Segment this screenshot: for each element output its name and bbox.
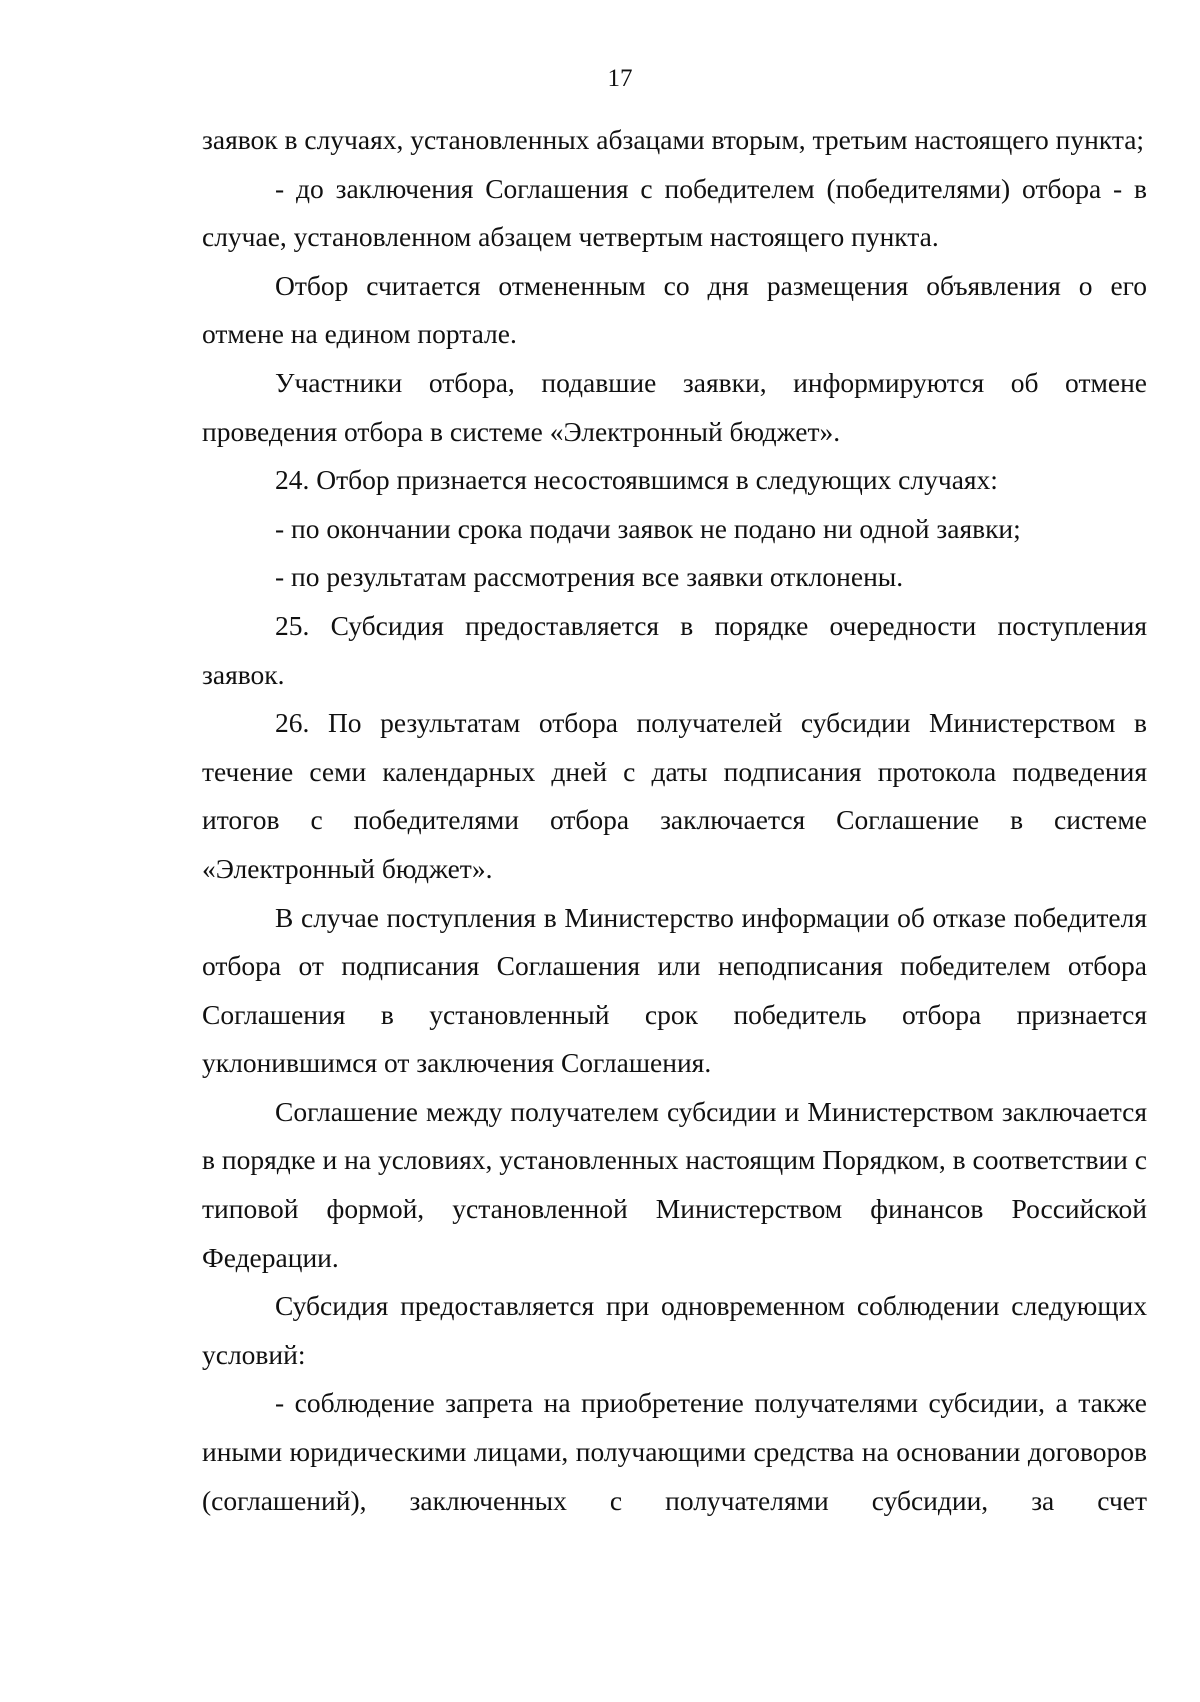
paragraph: Отбор считается отмененным со дня размещения объявления о его отмене на едином портале.	[202, 269, 1147, 350]
paragraph: 24. Отбор признается несостоявшимся в следующих случаях:	[275, 464, 998, 496]
document-body	[202, 116, 1147, 1525]
paragraph: 25. Субсидия предоставляется в порядке очередности поступления заявок.	[202, 609, 1147, 690]
paragraph: - по результатам рассмотрения все заявки отклонены.	[275, 561, 904, 593]
paragraph: 26. По результатам отбора получателей субсидии Министерством в течение семи календарных дней с даты подписания протокола подведения итогов с победителями отбора заключается Соглашение в системе «Электронный бюджет».	[202, 707, 1147, 884]
paragraph: В случае поступления в Министерство информации об отказе победителя отбора от подписания Соглашения или неподписания победителем отбора Соглашения в установленный срок победитель отбора признается уклонившимся от заключения Соглашения.	[202, 901, 1147, 1079]
paragraph: Субсидия предоставляется при одновременном соблюдении следующих условий:	[202, 1290, 1147, 1370]
paragraph: - соблюдение запрета на приобретение получателями субсидии, а также иными юридическими лицами, получающими средства на основании договоров (соглашений), заключенных с получателями субсидии, за счет	[202, 1387, 1147, 1516]
paragraph: заявок в случаях, установленных абзацами вторым, третьим настоящего пункта;	[202, 124, 1145, 155]
page-number: 17	[607, 65, 633, 92]
paragraph: - до заключения Соглашения с победителем (победителями) отбора - в случае, установленном абзацем четвертым настоящего пункта.	[202, 172, 1147, 253]
paragraph: - по окончании срока подачи заявок не подано ни одной заявки;	[275, 512, 1021, 544]
paragraph: Соглашение между получателем субсидии и Министерством заключается в порядке и на условиях, установленных настоящим Порядком, в соответствии с типовой формой, установленной Министерством финансов Российской Федерации.	[202, 1095, 1147, 1273]
paragraph: Участники отбора, подавшие заявки, информируются об отмене проведения отбора в системе «Электронный бюджет».	[202, 366, 1147, 447]
